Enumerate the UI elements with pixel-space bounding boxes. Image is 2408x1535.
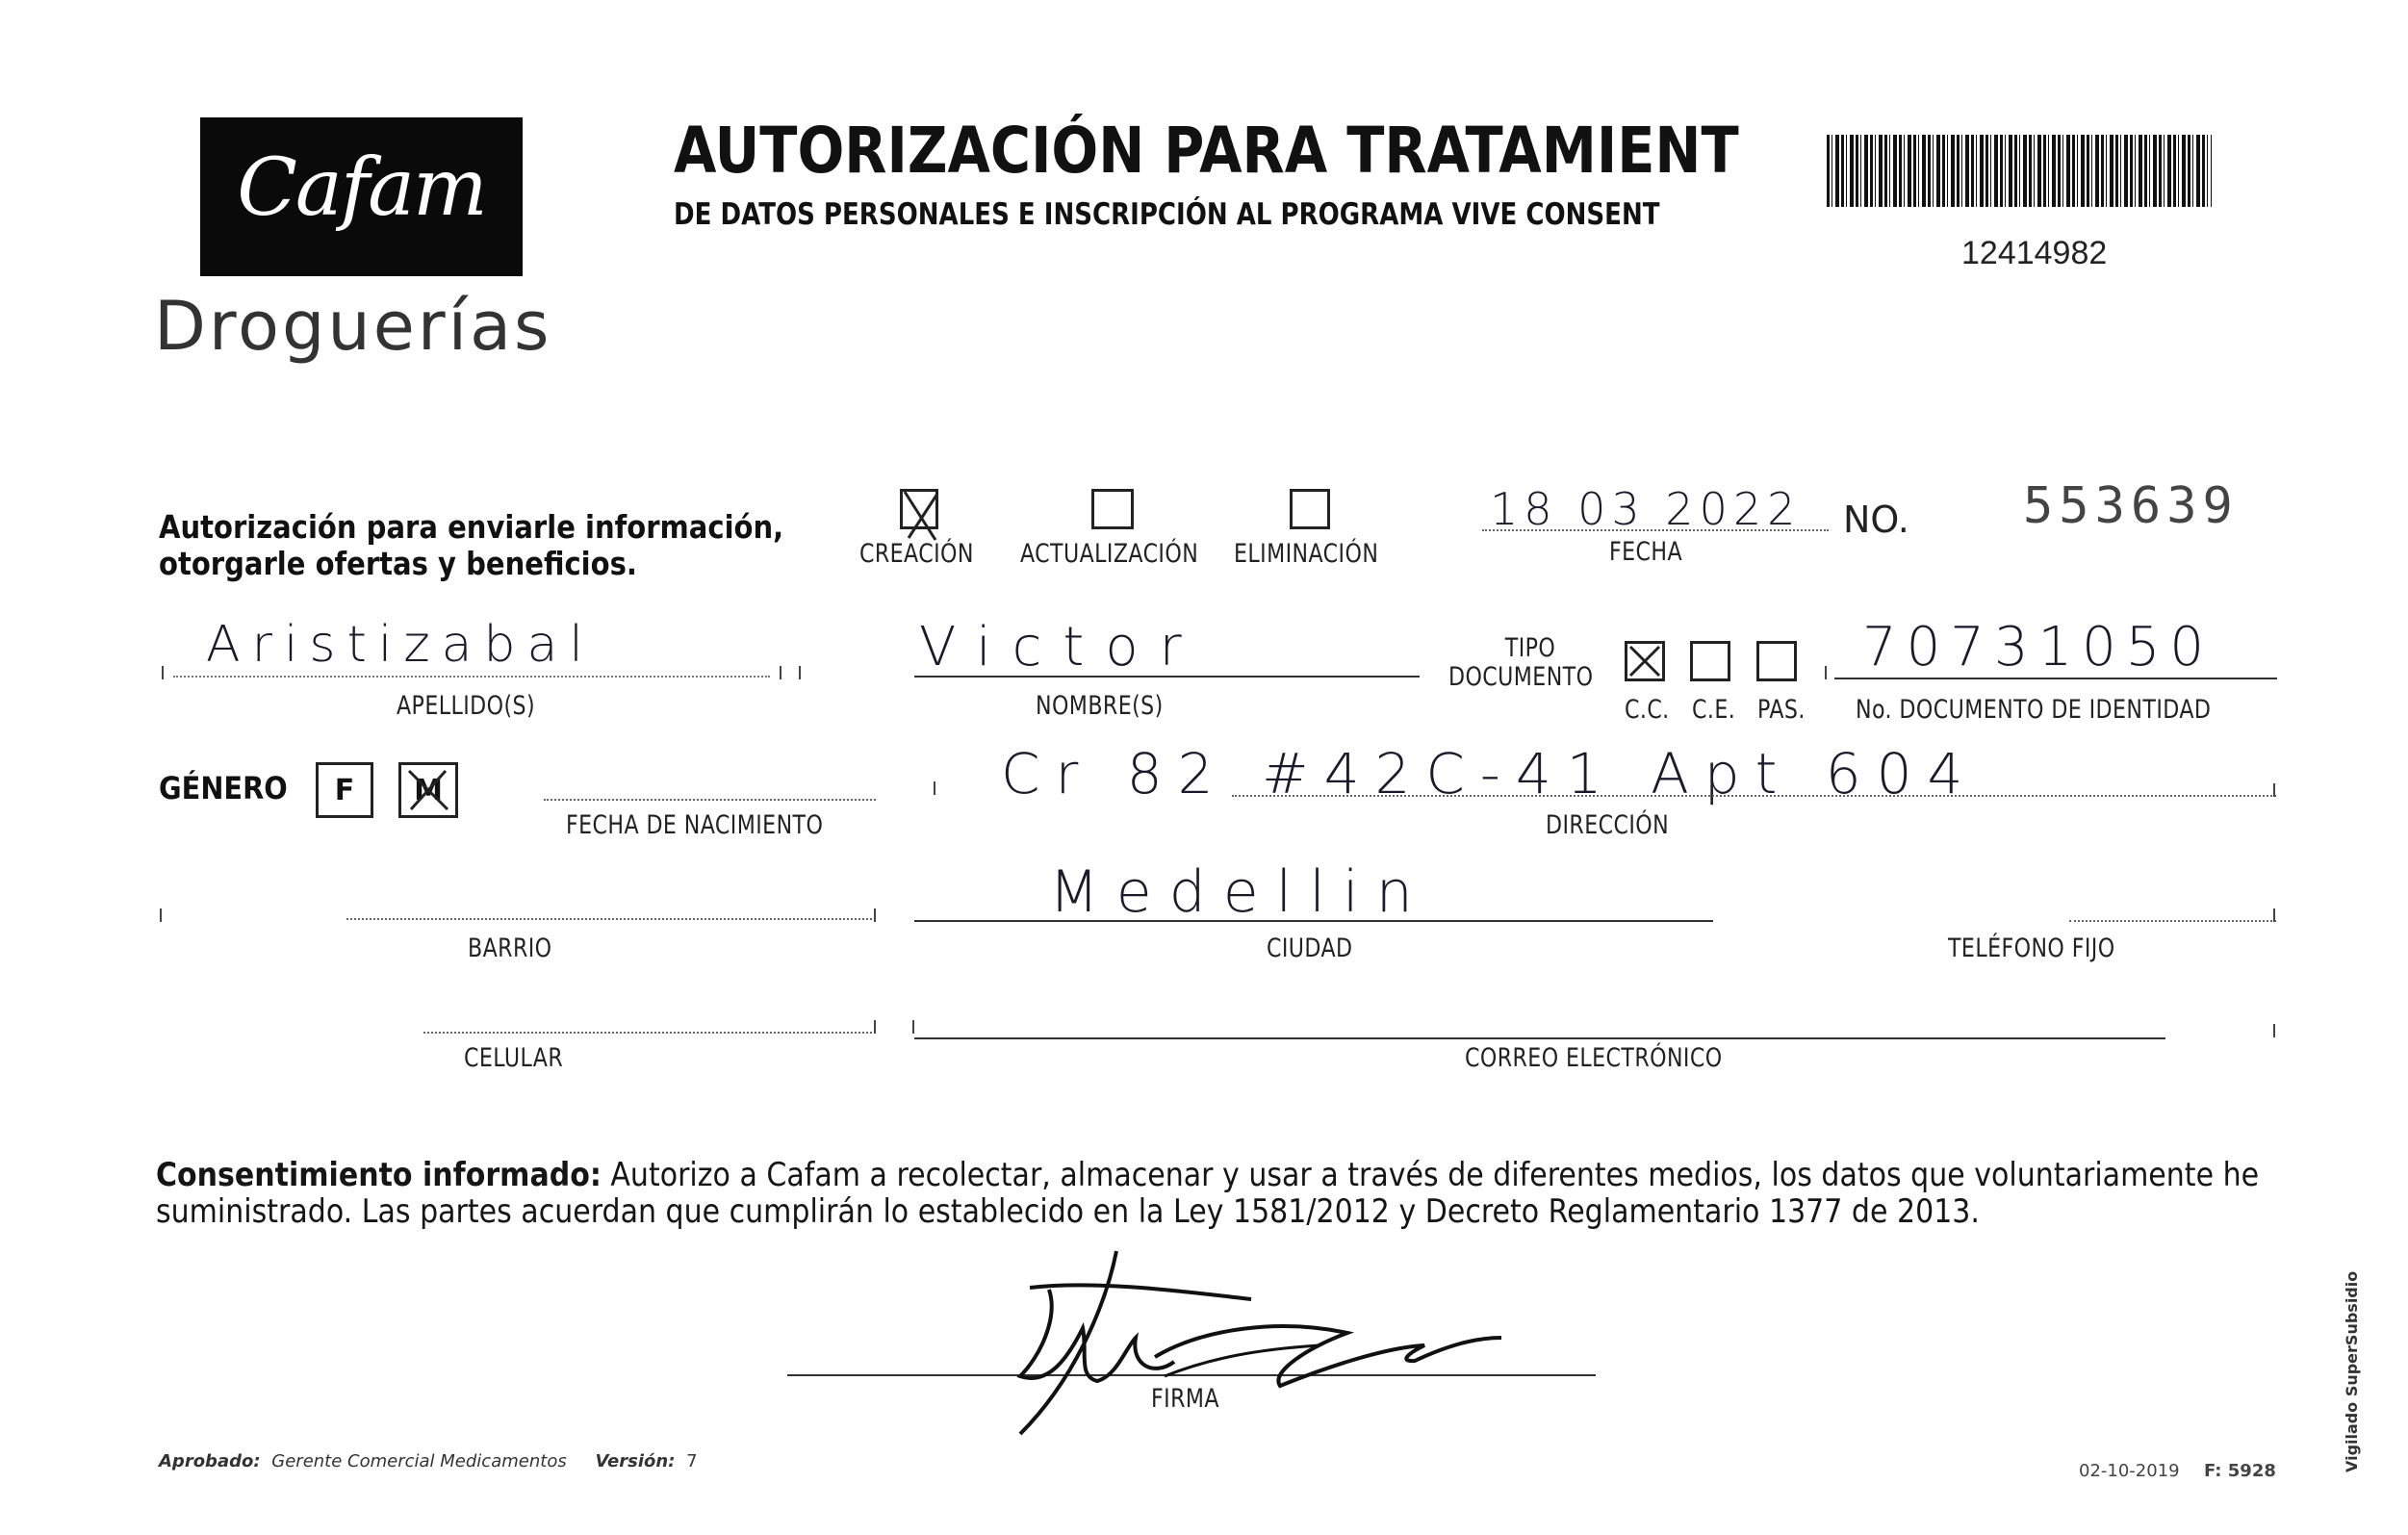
- direccion-label: DIRECCIÓN: [1546, 810, 1670, 840]
- barrio-label: BARRIO: [468, 934, 552, 963]
- page-subtitle: DE DATOS PERSONALES E INSCRIPCIÓN AL PROGRAMA VIVE CONSENT: [674, 197, 1660, 232]
- tick: [1825, 666, 1827, 679]
- tick: [780, 666, 781, 679]
- apellidos-line: [173, 676, 770, 678]
- fecha-value[interactable]: 18 03 2022: [1490, 483, 1802, 535]
- footer-form-code: F: 5928: [2204, 1461, 2276, 1481]
- checkbox-genero-f[interactable]: [316, 762, 373, 818]
- checkbox-genero-m[interactable]: [398, 762, 458, 818]
- consent-text-line1: Autorizo a Cafam a recolectar, almacenar y usar a través de diferentes medios, los datos que voluntariamente he: [601, 1156, 2260, 1194]
- tick: [2273, 783, 2275, 797]
- brand-logo: [200, 117, 523, 276]
- direccion-line: [1232, 795, 2276, 797]
- checkbox-doc-cc[interactable]: [1625, 641, 1665, 681]
- ciudad-value[interactable]: Medellin: [1049, 858, 1430, 926]
- brand-subbrand: Droguerías: [154, 287, 552, 366]
- checkbox-creacion[interactable]: [900, 489, 938, 529]
- option-label-actualizacion: ACTUALIZACIÓN: [1020, 539, 1199, 569]
- no-value: 553639: [2023, 477, 2239, 535]
- fecha-nacimiento-label: FECHA DE NACIMIENTO: [566, 810, 824, 840]
- telefono-line: [2069, 920, 2276, 922]
- nombre-label: NOMBRE(S): [1036, 691, 1164, 721]
- documento-line: [1834, 678, 2277, 679]
- tick: [2273, 1024, 2275, 1037]
- telefono-label: TELÉFONO FIJO: [1948, 934, 2115, 963]
- tick: [934, 781, 935, 795]
- correo-label: CORREO ELECTRÓNICO: [1465, 1043, 1723, 1073]
- check-x-icon: [897, 486, 945, 544]
- ciudad-line: [914, 920, 1713, 922]
- option-label-eliminacion: ELIMINACIÓN: [1234, 539, 1379, 569]
- nombre-value[interactable]: Victor: [919, 616, 1203, 678]
- doc-type-label-cc: C.C.: [1625, 695, 1670, 725]
- fecha-line: [1482, 529, 1829, 531]
- tick: [874, 908, 876, 922]
- tick: [799, 666, 801, 679]
- footer-aprobado-label: Aprobado:: [159, 1451, 261, 1471]
- check-x-icon: [1625, 641, 1665, 681]
- authorization-label-line2: otorgarle ofertas y beneficios.: [159, 545, 637, 582]
- checkbox-doc-ce[interactable]: [1690, 641, 1730, 681]
- ciudad-label: CIUDAD: [1267, 934, 1353, 963]
- consent-line1: [156, 1157, 2399, 1193]
- option-label-creacion: CREACIÓN: [859, 539, 974, 569]
- genero-option-f: F: [334, 774, 355, 807]
- brand-logo-text: Cafam: [237, 142, 486, 234]
- no-label: NO.: [1843, 499, 1909, 541]
- barrio-line: [346, 918, 876, 920]
- barcode-number: 12414982: [1961, 235, 2108, 271]
- checkbox-eliminacion[interactable]: [1290, 489, 1330, 529]
- consent-heading: Consentimiento informado:: [156, 1156, 602, 1194]
- documento-label: No. DOCUMENTO DE IDENTIDAD: [1856, 695, 2212, 725]
- celular-label: CELULAR: [464, 1043, 564, 1073]
- tick: [912, 1020, 914, 1034]
- fecha-label: FECHA: [1609, 537, 1683, 567]
- apellidos-value[interactable]: Aristizabal: [206, 616, 595, 674]
- tipo-documento-label-line1: TIPO: [1504, 633, 1556, 663]
- tick: [874, 1020, 876, 1034]
- celular-line: [423, 1032, 876, 1034]
- apellidos-label: APELLIDO(S): [397, 691, 535, 721]
- consent-paragraph: [156, 1157, 2399, 1230]
- tipo-documento-label-line2: DOCUMENTO: [1448, 662, 1594, 692]
- footer-version-label: Versión:: [595, 1451, 676, 1471]
- side-stamp-text: Vigilado SuperSubsidio: [2343, 1270, 2361, 1472]
- authorization-label-line1: Autorización para enviarle información,: [159, 508, 784, 546]
- documento-value[interactable]: 70731050: [1862, 616, 2215, 678]
- checkbox-actualizacion[interactable]: [1091, 489, 1134, 529]
- direccion-value[interactable]: Cr 82 #42C-41 Apt 604: [1001, 741, 1979, 806]
- correo-line: [914, 1037, 2165, 1039]
- check-x-icon: [401, 765, 455, 815]
- nombre-line: [914, 676, 1420, 678]
- genero-label: GÉNERO: [159, 770, 288, 806]
- side-stamp: [2329, 1270, 2387, 1482]
- checkbox-doc-pas[interactable]: [1756, 641, 1797, 681]
- tick: [2273, 908, 2275, 922]
- doc-type-label-pas: PAS.: [1757, 695, 1806, 725]
- genero-option-m: M: [414, 774, 443, 807]
- signature-label: FIRMA: [1151, 1384, 1219, 1414]
- consent-text-line2: suministrado. Las partes acuerdan que cumplirán lo establecido en la Ley 1581/2012 y Decreto Reglamentario 1377 de 2013.: [156, 1192, 1980, 1231]
- footer-approval: [159, 1451, 698, 1471]
- footer-date: 02-10-2019: [2079, 1461, 2180, 1481]
- footer-aprobado-value: Gerente Comercial Medicamentos: [271, 1451, 567, 1471]
- barcode: [1827, 135, 2212, 207]
- tick: [162, 666, 164, 679]
- doc-type-label-ce: C.E.: [1692, 695, 1736, 725]
- signature-image: [962, 1241, 1501, 1453]
- page-title: AUTORIZACIÓN PARA TRATAMIENT: [674, 114, 1739, 188]
- tick: [160, 908, 162, 922]
- footer-version-value: 7: [686, 1451, 698, 1471]
- fecha-nacimiento-line: [544, 799, 876, 801]
